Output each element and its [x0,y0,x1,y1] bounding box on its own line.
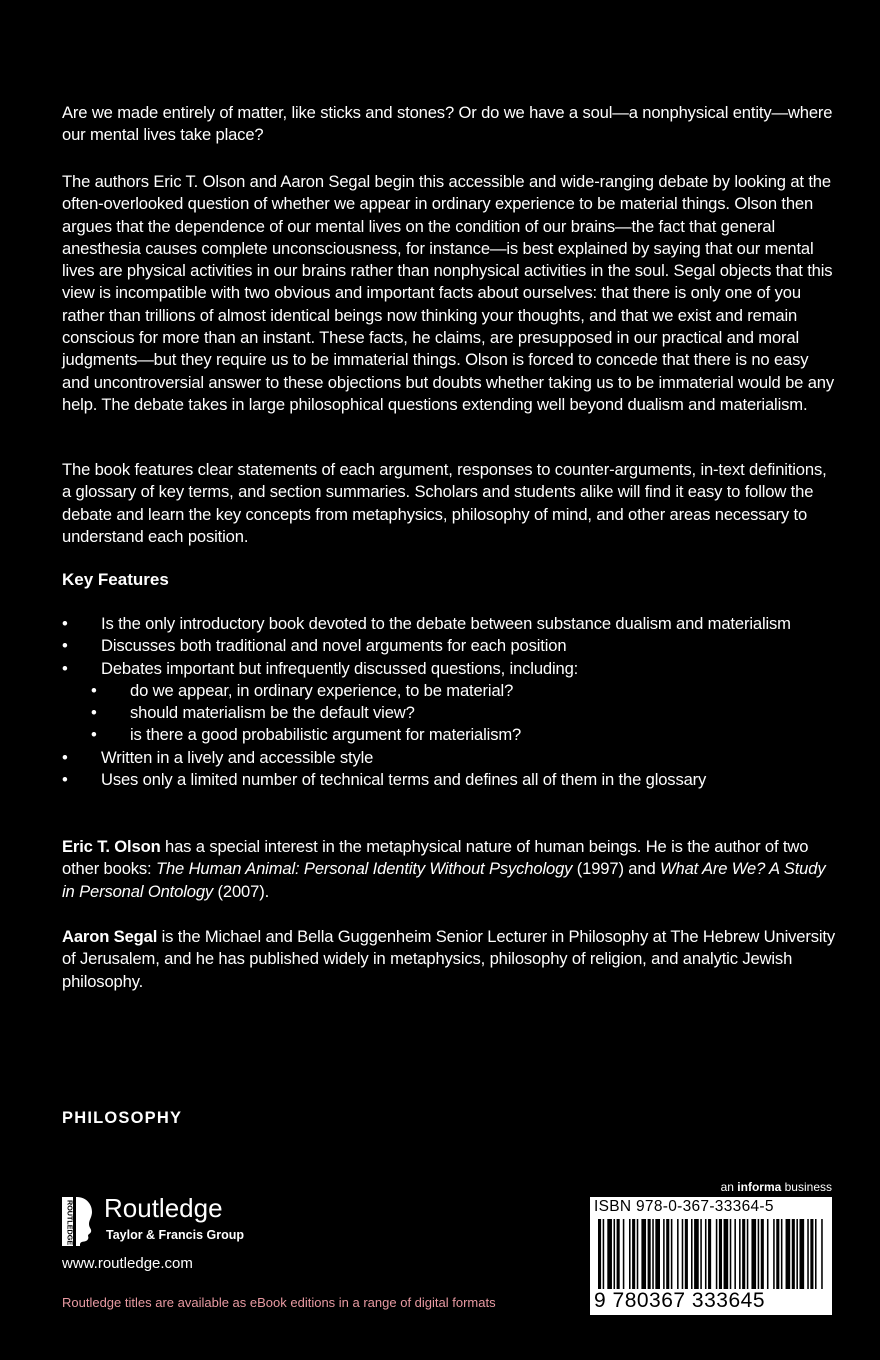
list-item-text: should materialism be the default view? [130,703,415,723]
bullet-icon: • [62,658,68,678]
bullet-icon: • [62,614,68,633]
bio-text: has a special interest in the metaphysical nature of human beings. He is the author of two other books: [62,837,809,879]
publisher-group: Taylor & Francis Group [106,1228,244,1242]
informa-suffix: business [781,1180,832,1194]
bullet-icon: • [62,747,68,767]
isbn-text: ISBN 978-0-367-33364-5 [594,1198,774,1215]
summary-paragraph: The authors Eric T. Olson and Aaron Segal begin this accessible and wide-ranging debate by looking at the often-overlooked question of whether we appear in ordinary experience to be material things. Olson then argues that the dependence of our mental lives on the condition of our brains—the fact that general anesthesia causes complete unconsciousness, for instance—is best explained by saying that our mental lives are physical activities in our brains rather than nonphysical activities in the soul. Segal objects that this view is incompatible with two obvious and important facts about ourselves: that there is only one of you rather than trillions of almost identical beings now thinking your thoughts, and that we exist and remain conscious for more than an instant. These facts, he claims, are presupposed in our practical and moral judgments—but they require us to be immaterial things. Olson is forced to concede that there is no easy and uncontroversial answer to these objections but doubts whether taking us to be immaterial would be any help. The debate takes in large philosophical questions extending well beyond dualism and materialism. [62,172,834,414]
barcode-bar [614,1219,616,1289]
informa-prefix: an [720,1180,738,1194]
list-item-text: Debates important but infrequently discussed questions, including: [101,658,579,678]
publisher-name: Routledge [104,1193,223,1223]
logo-text: ROUTLEDGE [65,1200,75,1246]
book-title: The Human Animal: Personal Identity Without Psychology [155,859,573,879]
publisher-block [62,1195,272,1250]
features-paragraph: The book features clear statements of each argument, responses to counter-arguments, in-text definitions, a glossary of key terms, and section summaries. Scholars and students alike will find it easy to follow the debate and learn the key concepts from metaphysics, philosophy of mind, and other areas necessary to understand each position. [62,460,827,546]
barcode-bar [815,1219,817,1289]
intro-paragraph: Are we made entirely of matter, like sticks and stones? Or do we have a soul—a nonphysical entity—where our mental lives take place? [62,103,833,145]
barcode-bar [682,1219,684,1289]
barcode-bar [792,1219,795,1289]
barcode-bar [700,1219,702,1289]
bullet-icon: • [91,680,97,700]
bio-text: (2007). [213,881,270,901]
barcode-bar [724,1219,729,1289]
barcode-bar [708,1219,711,1289]
barcode-bar [617,1219,620,1289]
sub-list-item [62,724,862,746]
barcode-bar [719,1219,722,1289]
barcode-bar [742,1219,745,1289]
list-item-text: Uses only a limited number of technical terms and defines all of them in the glossary [101,770,707,790]
informa-label [721,1180,832,1194]
barcode-bar [655,1219,660,1289]
barcode-bar [758,1219,760,1289]
barcode-bar [691,1219,693,1289]
list-item-text: do we appear, in ordinary experience, to be material? [130,680,514,700]
bullet-icon: • [62,770,68,790]
barcode-bar [705,1219,707,1289]
barcode-bar [637,1219,639,1289]
barcode-bar [677,1219,679,1289]
barcode-bar [781,1219,783,1289]
barcode-bar [761,1219,764,1289]
list-item-text: is there a good probabilistic argument for materialism? [130,725,522,745]
category-label: PHILOSOPHY [62,1109,183,1127]
list-item [62,769,862,791]
barcode-bar [716,1219,718,1289]
barcode-bar [810,1219,813,1289]
publisher-website-link[interactable]: www.routledge.com [62,1255,193,1272]
key-features-list [62,613,862,791]
bullet-icon: • [62,636,68,656]
key-features-heading: Key Features [62,570,169,589]
list-item [62,658,862,680]
barcode-bar [603,1219,605,1289]
barcode-bar [685,1219,688,1289]
barcode-bar [663,1219,665,1289]
author-bio-olson [62,836,837,903]
barcode-bar [666,1219,669,1289]
barcode-bar [751,1219,756,1289]
bio-text: is the Michael and Bella Guggenheim Senior Lecturer in Philosophy at The Hebrew University of Jerusalem, and he has published widely in metaphysics, philosophy of religion, and analytic Jewish philosophy. [62,927,835,991]
routledge-logo-icon [62,1195,94,1247]
barcode-bar [694,1219,699,1289]
bio-text: (1997) and [572,859,660,879]
barcode-bar [773,1219,775,1289]
barcode-bar [800,1219,805,1289]
barcode-bar [671,1219,673,1289]
barcode-bar [629,1219,631,1289]
barcode-bar [632,1219,635,1289]
barcode-bar [796,1219,798,1289]
barcode-bar [739,1219,741,1289]
sub-list-item [62,680,862,702]
barcode-bar [648,1219,651,1289]
list-item-text: Written in a lively and accessible style [101,747,374,767]
barcode-bar [767,1219,769,1289]
author-name: Eric T. Olson [62,837,161,856]
barcode-bar [786,1219,791,1289]
ebook-note: Routledge titles are available as eBook editions in a range of digital formats [62,1295,496,1310]
bullet-icon: • [91,703,97,723]
list-item [62,747,862,769]
list-item [62,635,862,657]
list-item [62,613,862,635]
barcode-box [590,1197,832,1315]
author-name: Aaron Segal [62,927,158,946]
informa-name: informa [737,1180,782,1194]
list-item-text: Discusses both traditional and novel arguments for each position [101,636,567,656]
bullet-icon: • [91,725,97,745]
barcode-bar [730,1219,732,1289]
barcode-area [590,1180,832,1315]
barcode-bar [807,1219,809,1289]
barcode-bar [747,1219,749,1289]
sub-list-item [62,702,862,724]
barcode-bar [821,1219,823,1289]
book-title: What Are We? A Study in Personal Ontology [62,859,826,901]
ean-text: 9 780367 333645 [594,1289,765,1312]
barcode-bar [776,1219,779,1289]
barcode-bar [623,1219,625,1289]
author-bio-segal [62,926,837,993]
barcode-bar [598,1219,601,1289]
barcode-bar [641,1219,646,1289]
barcode-bar [652,1219,654,1289]
barcode-bar [607,1219,612,1289]
list-item-text: Is the only introductory book devoted to the debate between substance dualism and materialism [101,614,791,633]
barcode-bar [734,1219,736,1289]
